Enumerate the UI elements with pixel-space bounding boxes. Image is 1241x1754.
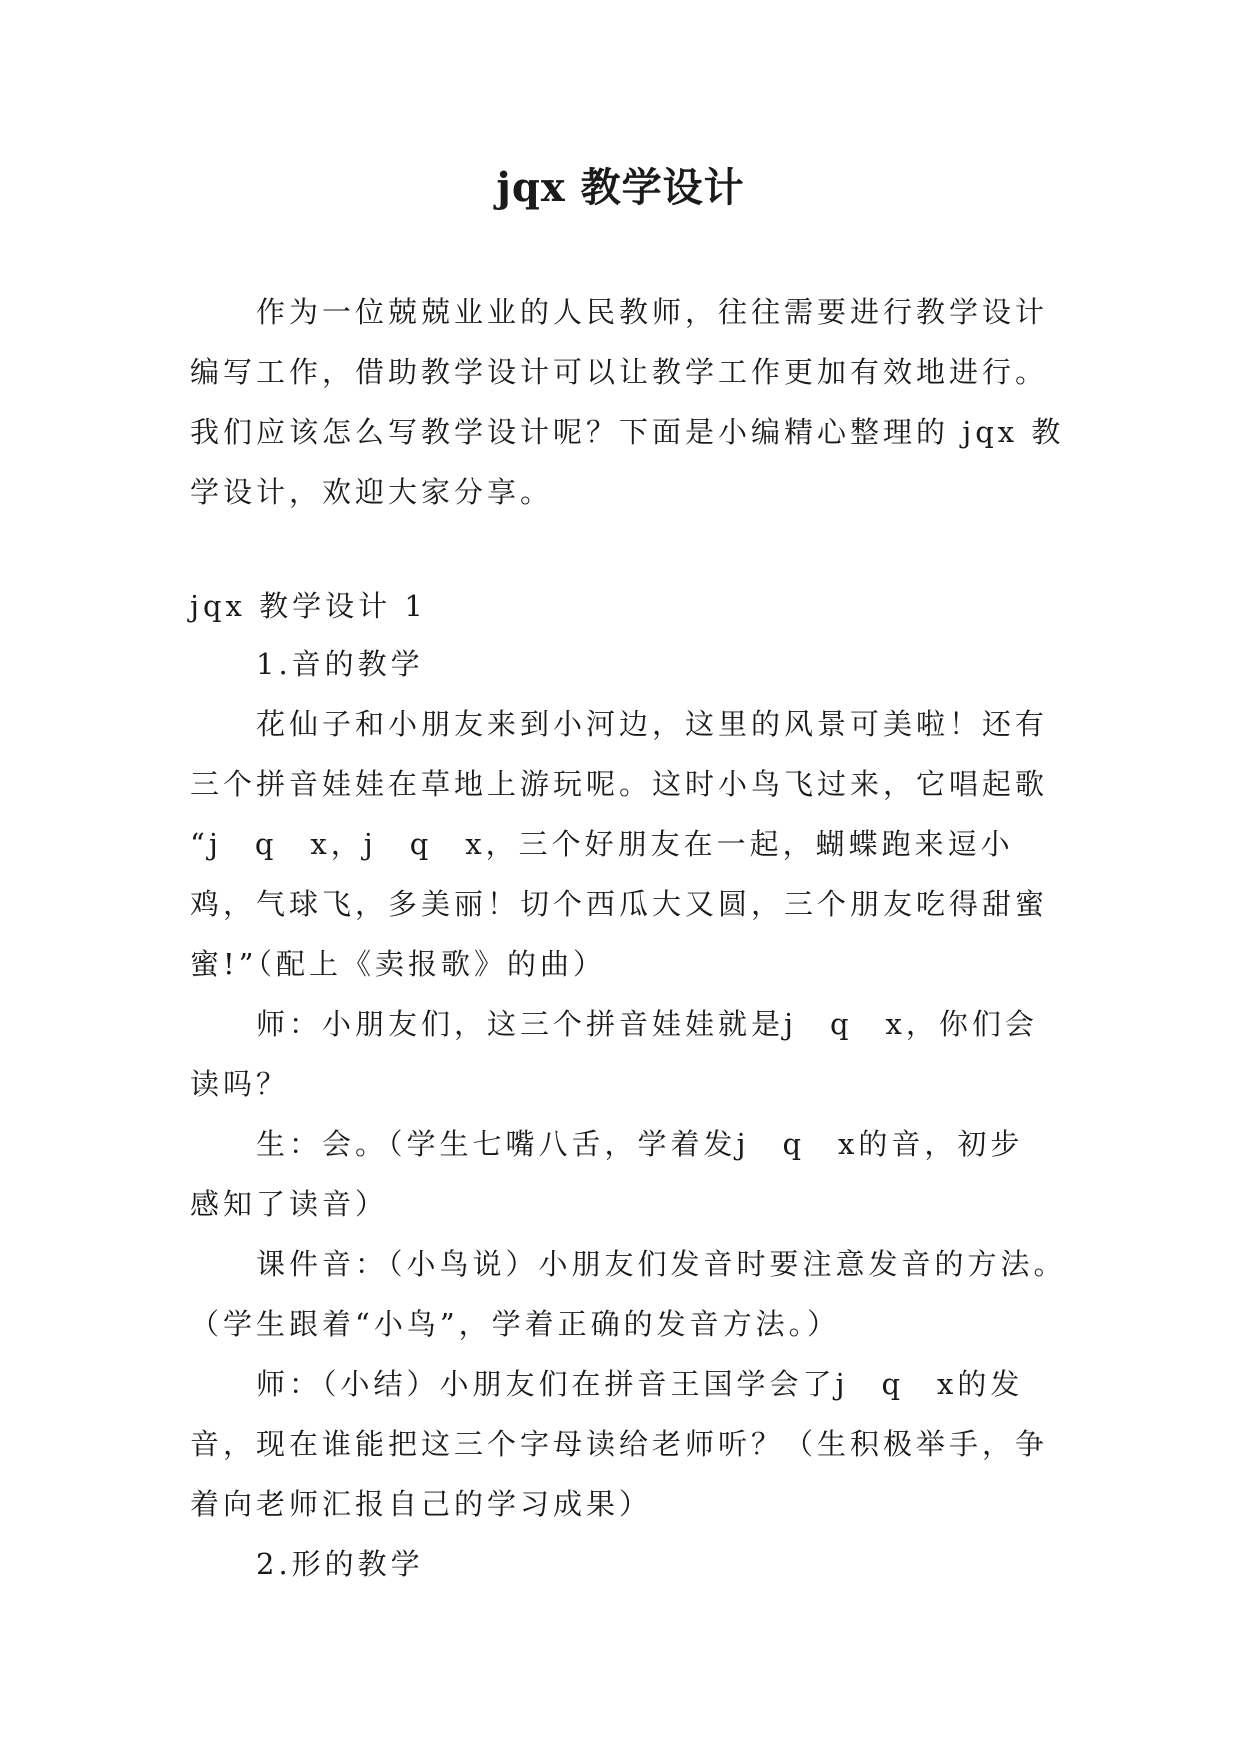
subsection-heading-1: 1.音的教学 — [256, 647, 424, 681]
paragraph-line: 鸡，气球飞，多美丽！切个西瓜大又圆，三个朋友吃得甜蜜 — [190, 887, 1049, 921]
paragraph-line: 课件音：（小鸟说）小朋友们发音时要注意发音的方法。 — [256, 1247, 1067, 1281]
section-heading: jqx 教学设计 1 — [190, 589, 427, 623]
paragraph-line: 三个拼音娃娃在草地上游玩呢。这时小鸟飞过来，它唱起歌 — [190, 767, 1049, 801]
intro-line-2: 编写工作，借助教学设计可以让教学工作更加有效地进行。 — [190, 355, 1049, 389]
paragraph-line: 蜜!”（配上《卖报歌》的曲） — [190, 947, 606, 981]
paragraph-line: 读吗？ — [190, 1067, 290, 1101]
paragraph-line: “j q x，j q x，三个好朋友在一起，蝴蝶跑来逗小 — [190, 827, 1014, 861]
paragraph-line: 师：小朋友们，这三个拼音娃娃就是j q x，你们会 — [256, 1007, 1038, 1041]
paragraph-line: 生：会。（学生七嘴八舌，学着发j q x的音，初步 — [256, 1127, 1024, 1161]
paragraph-line: 师：（小结）小朋友们在拼音王国学会了j q x的发 — [256, 1367, 1024, 1401]
intro-line-1: 作为一位兢兢业业的人民教师，往往需要进行教学设计 — [256, 295, 1049, 329]
paragraph-line: 感知了读音） — [190, 1187, 389, 1221]
paragraph-line: 音，现在谁能把这三个字母读给老师听？（生积极举手，争 — [190, 1427, 1049, 1461]
subsection-heading-2: 2.形的教学 — [256, 1547, 424, 1581]
paragraph-line: 着向老师汇报自己的学习成果） — [190, 1487, 653, 1521]
paragraph-line: （学生跟着“小鸟”，学着正确的发音方法。） — [190, 1307, 841, 1341]
document-title: jqx 教学设计 — [496, 164, 745, 211]
intro-line-3: 我们应该怎么写教学设计呢？下面是小编精心整理的 jqx 教 — [190, 415, 1065, 449]
intro-line-4: 学设计，欢迎大家分享。 — [190, 475, 554, 509]
paragraph-line: 花仙子和小朋友来到小河边，这里的风景可美啦！还有 — [256, 707, 1049, 741]
